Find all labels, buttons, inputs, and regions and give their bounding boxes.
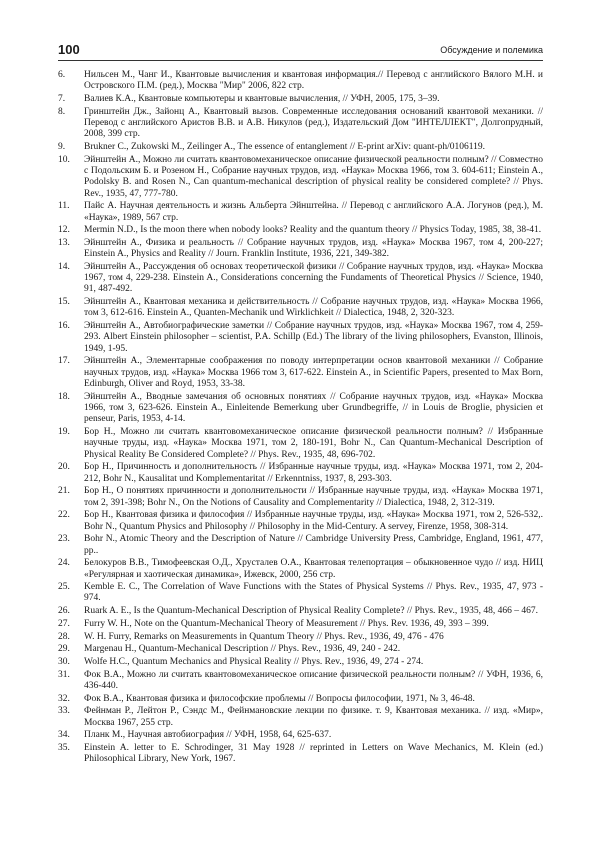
reference-item — [58, 225, 543, 236]
reference-text: Бор Н., Можно ли считать квантовомеханическое описание физической реальности полным? // Избранные научные труды, изд. «Наука» Москва 1971, том 2, 180-191, Bohr N., Can Quantum-Mechanical Description of Physical Reality Be Considered Complete? // Phys. Rev., 1935, 48, 696-702. — [84, 426, 543, 460]
reference-item — [58, 657, 543, 668]
reference-item — [58, 94, 543, 105]
reference-number: 19. — [58, 426, 70, 437]
reference-item — [58, 670, 543, 693]
reference-text: Эйнштейн А., Можно ли считать квантовомеханическое описание физической реальности полным? // Совместно с Подольским Б. и Розеном Н., Собрание научных трудов, изд. «Наука» Москва 1966, том 3. 604-611; Einstein A., Podolsky B. and Rosen N., Can quantum-mechanical description of physical reality be considered complete? // Phys. Rev., 1935, 47, 777-780. — [84, 154, 543, 199]
reference-text: Эйнштейн А., Вводные замечания об основных понятиях // Собрание научных трудов, изд. «Наука» Москва 1966, том 3, 623-626. Einstein A., Einleitende Bemerkung uber Grundbegriffe, // in Louis de Broglie, physicien et penseur, Paris, 1953, 4-14. — [84, 391, 543, 425]
reference-item — [58, 297, 543, 320]
reference-number: 32. — [58, 693, 70, 704]
reference-number: 24. — [58, 558, 70, 569]
reference-text: Эйнштейн А., Рассуждения об основах теоретической физики // Собрание научных трудов, изд. «Наука» Москва 1967, том 4, 229-238. Einstein A., Considerations concerning the Fundaments of Theoretical Physics // Science, 1940, 91, 487-492. — [84, 261, 543, 295]
reference-number: 25. — [58, 582, 70, 593]
reference-item — [58, 619, 543, 630]
reference-text: Белокуров В.В., Тимофеевская О.Д., Хрусталев О.А., Квантовая телепортация – обыкновенное чудо // изд. НИЦ «Регулярная и хаотическая динамика», Ижевск, 2000, 256 стр. — [84, 558, 543, 580]
reference-item — [58, 321, 543, 355]
reference-text: Пайс А. Научная деятельность и жизнь Альберта Эйнштейна. // Перевод с английского А.А. Логунов (ред.), М. «Наука», 1989, 567 стр. — [84, 201, 543, 223]
reference-number: 15. — [58, 297, 70, 308]
reference-text: W. H. Furry, Remarks on Measurements in Quantum Theory // Phys. Rev., 1936, 49, 476 - 476 — [84, 631, 444, 642]
reference-number: 22. — [58, 510, 70, 521]
page-header — [58, 42, 543, 58]
reference-text: Бор Н., О понятиях причинности и дополнительности // Избранные научные труды, изд. «Наука» Москва 1971, том 2, 391-398; Bohr N., On the Notions of Causality and Complementarity // Dialectica, 1948, 2, 312-319. — [84, 486, 543, 508]
reference-number: 12. — [58, 225, 70, 236]
reference-text: Нильсен М., Чанг И., Квантовые вычисления и квантовая информация.// Перевод с английского Вялого М.Н. и Островского П.М. (ред.), Москва "Мир" 2006, 822 стр. — [84, 70, 543, 92]
reference-item — [58, 427, 543, 461]
reference-number: 29. — [58, 644, 70, 655]
reference-number: 33. — [58, 706, 70, 717]
reference-text: Kemble E. C., The Correlation of Wave Functions with the States of Physical Systems // Phys. Rev., 1935, 47, 973 - 974. — [84, 582, 543, 604]
reference-number: 6. — [58, 70, 66, 80]
reference-item — [58, 486, 543, 509]
reference-number: 16. — [58, 321, 70, 332]
reference-item — [58, 644, 543, 655]
reference-text: Bohr N., Atomic Theory and the Description of Nature // Cambridge University Press, Cambridge, England, 1961, 477, pp.. — [84, 534, 543, 556]
reference-item — [58, 606, 543, 617]
header-rule — [58, 60, 543, 61]
reference-number: 35. — [58, 742, 70, 753]
reference-text: Эйнштейн А., Элементарные соображения по поводу интерпретации основ квантовой механики // Собрание научных трудов, изд. «Наука» Москва 1966 том 3, 617-622. Einstein A., in Scientific Papers, presented to Max Born, Edinburgh, Oliver and Royd, 1953, 33-38. — [84, 356, 543, 390]
reference-item — [58, 558, 543, 581]
reference-text: Фейнман Р., Лейтон Р., Сэндс М., Фейнмановские лекции по физике. т. 9, Квантовая механика. // изд. «Мир», Москва 1967, 255 стр. — [84, 706, 543, 728]
reference-text: Эйнштейн А., Физика и реальность // Собрание научных трудов, изд. «Наука» Москва 1967, том 4, 200-227; Einstein A., Physics and Reality // Journ. Franklin Institute, 1936, 221, 349-382. — [84, 237, 543, 260]
reference-number: 8. — [58, 106, 66, 117]
reference-text: Фок В.А., Можно ли считать квантовомеханическое описание физической реальности полным? // УФН, 1936, 6, 436-440. — [84, 669, 543, 691]
reference-item — [58, 70, 543, 93]
reference-number: 17. — [58, 356, 70, 367]
reference-item — [58, 534, 543, 557]
reference-item — [58, 107, 543, 141]
running-title: Обсуждение и полемика — [440, 45, 543, 55]
reference-number: 7. — [58, 93, 66, 104]
reference-text: Бор Н., Квантовая физика и философия // Избранные научные труды, изд. «Наука» Москва 1971, том 2, 526-532,. Bohr N., Quantum Physics and Philosophy // Philosophy in the Mid-Century. A servey, Firenze, 1958, 308-314. — [84, 510, 543, 532]
reference-text: Эйнштейн А., Квантовая механика и действительность // Собрание научных трудов, изд. «Наука» Москва 1966, том 3, 612-616. Einstein A., Quanten-Mechanik und Wirklichkeit // Dialectica, 1948, 2, 320-323. — [84, 297, 543, 319]
reference-item — [58, 142, 543, 153]
reference-item — [58, 392, 543, 426]
reference-number: 9. — [58, 141, 66, 152]
reference-item — [58, 582, 543, 605]
reference-item — [58, 155, 543, 200]
reference-number: 14. — [58, 261, 70, 272]
reference-item — [58, 706, 543, 729]
reference-number: 13. — [58, 237, 70, 248]
reference-text: Margenau H., Quantum-Mechanical Description // Phys. Rev., 1936, 49, 240 - 242. — [84, 644, 401, 655]
reference-number: 10. — [58, 154, 70, 165]
reference-text: Mermin N.D., Is the moon there when nobody looks? Reality and the quantum theory // Physics Today, 1985, 38, 38-41. — [84, 225, 542, 236]
reference-number: 27. — [58, 618, 70, 629]
reference-text: Furry W. H., Note on the Quantum-Mechanical Theory of Measurement // Phys. Rev. 1936, 49, 393 – 399. — [84, 618, 489, 629]
reference-text: Einstein A. letter to E. Schrodinger, 31 May 1928 // reprinted in Letters on Wave Mechanics, M. Klein (ed.) Philosophical Library, New York, 1967. — [84, 742, 543, 765]
reference-text: Планк М., Научная автобиография // УФН, 1958, 64, 625-637. — [84, 730, 332, 741]
reference-text: Валиев К.А., Квантовые компьютеры и квантовые вычисления, // УФН, 2005, 175, 3–39. — [84, 93, 440, 104]
reference-item — [58, 238, 543, 261]
reference-number: 30. — [58, 656, 70, 667]
reference-number: 28. — [58, 631, 70, 642]
reference-number: 18. — [58, 391, 70, 402]
reference-text: Фок В.А., Квантовая физика и философские проблемы // Вопросы философии, 1971, № 3, 46-48. — [84, 693, 475, 704]
reference-item — [58, 632, 543, 643]
reference-list — [58, 70, 543, 767]
reference-text: Эйнштейн А., Автобиографические заметки // Собрание научных трудов, изд. «Наука» Москва 1967, том 4, 259-293. Albert Einstein philosopher – scientist, P.A. Schillp (Ed.) The library of the living philosophers, Evanston, Illinois, 1949, 1-95. — [84, 321, 543, 354]
reference-number: 21. — [58, 486, 70, 497]
reference-text: Brukner C., Zukowski M., Zeilinger A., The essence of entanglement // E-print arXiv: quant-ph/0106119. — [84, 141, 486, 152]
reference-text: Бор Н., Причинность и дополнительность // Избранные научные труды, изд. «Наука» Москва 1971, том 2, 204-212, Bohr N., Kausalitat und Komplementaritat // Erkenntniss, 1937, 8, 293-303. — [84, 462, 543, 484]
page-number: 100 — [58, 42, 80, 57]
reference-item — [58, 262, 543, 296]
reference-number: 23. — [58, 534, 70, 545]
reference-text: Wolfe H.C., Quantum Mechanics and Physical Reality // Phys. Rev., 1936, 49, 274 - 274. — [84, 656, 424, 667]
reference-item — [58, 201, 543, 224]
reference-item — [58, 730, 543, 741]
reference-item — [58, 356, 543, 390]
reference-number: 31. — [58, 669, 70, 680]
reference-number: 26. — [58, 606, 70, 617]
reference-number: 34. — [58, 730, 70, 741]
reference-item — [58, 510, 543, 533]
reference-number: 11. — [58, 201, 70, 212]
reference-text: Ruark A. E., Is the Quantum-Mechanical Description of Physical Reality Complete? // Phys. Rev., 1935, 48, 466 – 467. — [84, 606, 538, 617]
reference-number: 20. — [58, 462, 70, 473]
reference-item — [58, 462, 543, 485]
reference-item — [58, 743, 543, 766]
reference-item — [58, 694, 543, 705]
reference-text: Гринштейн Дж., Зайонц А., Квантовый вызов. Современные исследования оснований квантовой механики. // Перевод с английского Аристов В.В. и А.В. Никулов (ред.), Издательский Дом "ИНТЕЛЛЕКТ", Долгопрудный, 2008, 399 стр. — [84, 106, 543, 140]
